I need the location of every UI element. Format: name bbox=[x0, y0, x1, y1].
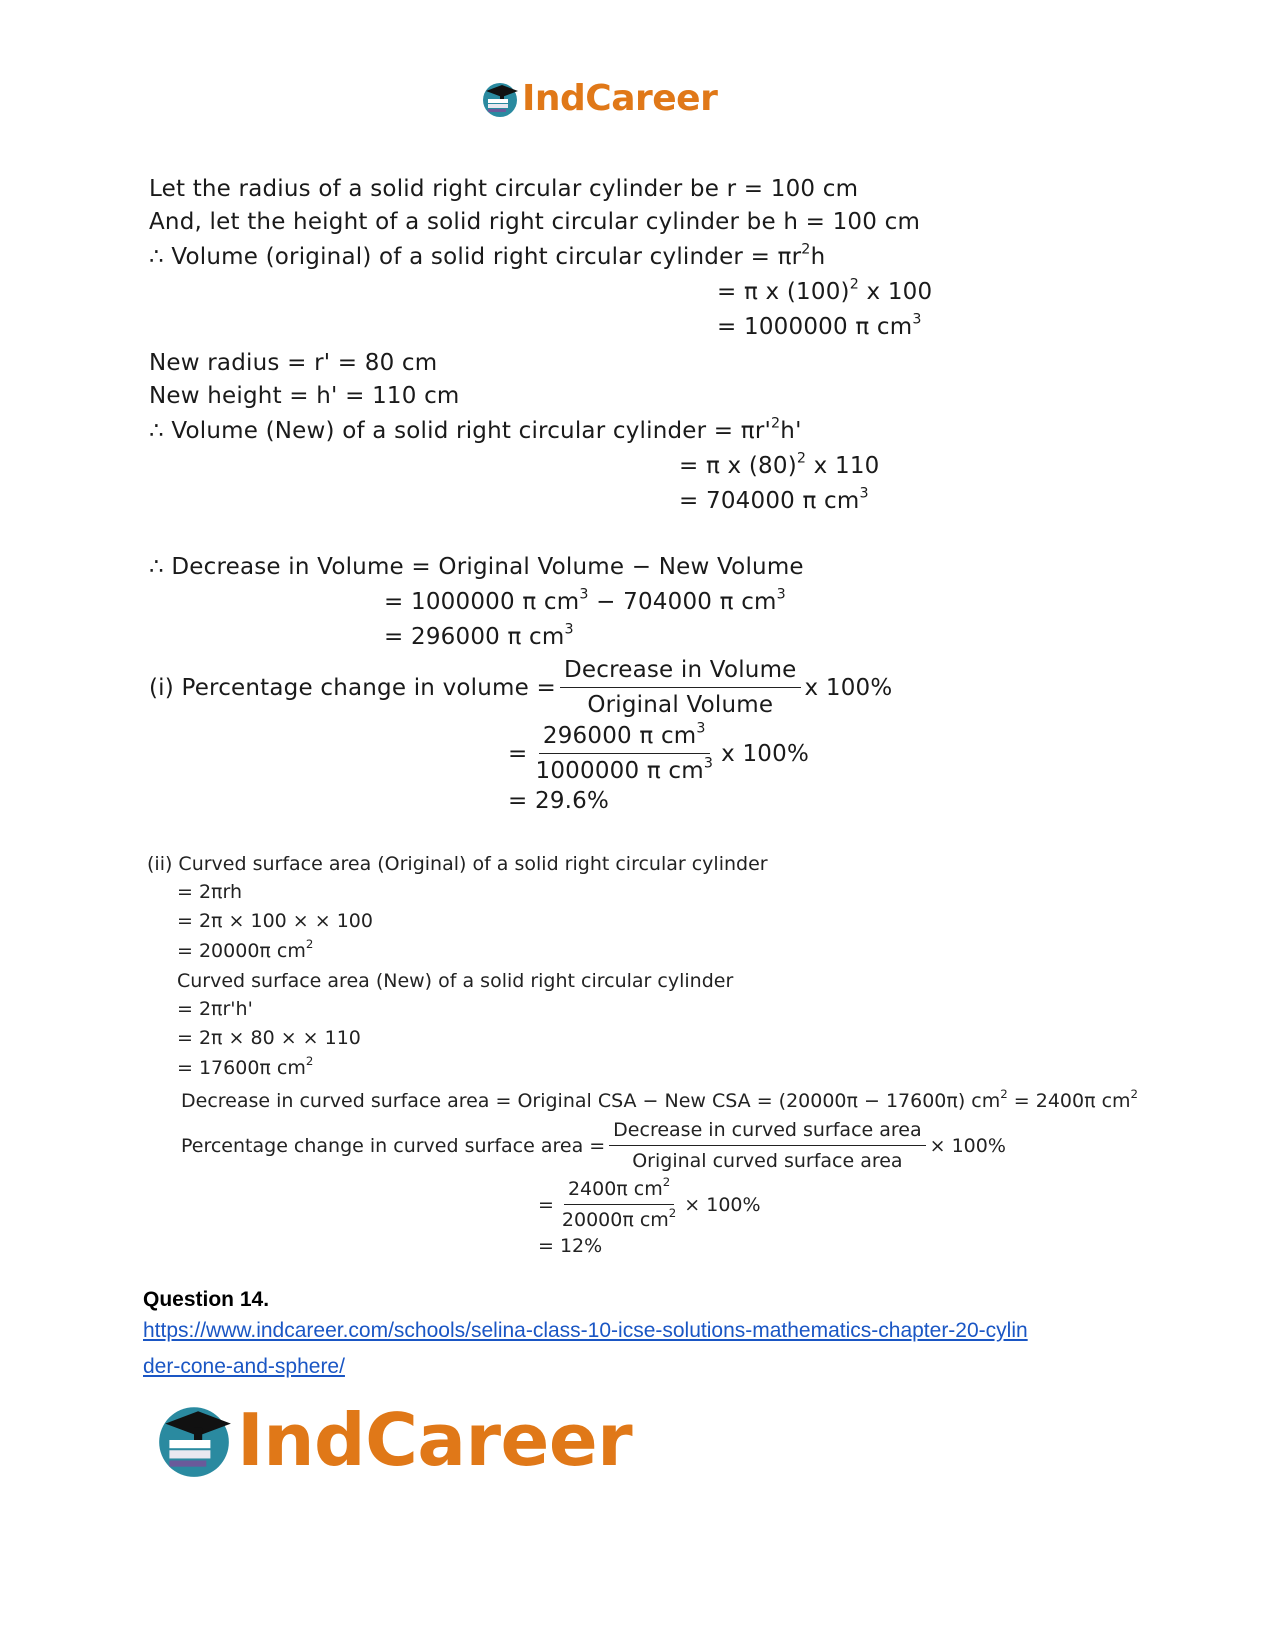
superscript: 3 bbox=[859, 485, 869, 502]
text-segment: = 1000000 π cm bbox=[717, 314, 913, 340]
superscript: 3 bbox=[912, 311, 922, 328]
text-segment: = 1000000 π cm bbox=[384, 589, 580, 615]
text-line: Curved surface area (New) of a solid right circular cylinder bbox=[177, 970, 734, 992]
text-line: Let the radius of a solid right circular cylinder be r = 100 cm bbox=[149, 176, 859, 202]
text-segment: ∴ Volume (original) of a solid right circular cylinder = πr bbox=[149, 244, 802, 270]
superscript: 2 bbox=[771, 415, 781, 432]
superscript: 2 bbox=[305, 1054, 314, 1069]
text-line bbox=[149, 416, 802, 446]
superscript: 3 bbox=[703, 755, 714, 772]
equation-line: = 2πrh bbox=[177, 881, 243, 903]
question-link[interactable] bbox=[143, 1313, 1028, 1385]
text-line bbox=[149, 242, 825, 272]
fraction-numerator bbox=[539, 721, 710, 754]
superscript: 2 bbox=[849, 276, 859, 293]
text-segment: Decrease in curved surface area = Original CSA − New CSA = (20000π − 17600π) cm bbox=[181, 1090, 1001, 1112]
fraction bbox=[531, 721, 717, 786]
text-segment: x 100 bbox=[859, 279, 933, 305]
fraction-denominator bbox=[531, 754, 717, 786]
fraction-equation bbox=[149, 655, 892, 720]
text-segment: = 296000 π cm bbox=[384, 624, 565, 650]
text-segment: x 110 bbox=[806, 453, 880, 479]
fraction-denominator bbox=[558, 1205, 680, 1233]
superscript: 3 bbox=[696, 720, 706, 737]
text-segment: = 20000π cm bbox=[177, 940, 306, 962]
text-segment: 2400π cm bbox=[567, 1178, 663, 1200]
superscript: 2 bbox=[668, 1206, 677, 1221]
fraction-numerator: Decrease in Volume bbox=[560, 655, 801, 688]
text-line: New radius = r' = 80 cm bbox=[149, 350, 438, 376]
graduation-cap-logo-icon bbox=[480, 79, 520, 119]
graduation-cap-logo-icon bbox=[153, 1399, 235, 1481]
text-segment: x 100% bbox=[721, 740, 810, 767]
text-segment: h bbox=[810, 244, 826, 270]
fraction bbox=[609, 1117, 925, 1174]
superscript: 3 bbox=[579, 586, 589, 603]
equation-line: = 2π × 100 × × 100 bbox=[177, 910, 373, 932]
text-line bbox=[181, 1088, 1138, 1114]
fraction bbox=[560, 655, 801, 720]
equation-line bbox=[679, 451, 880, 481]
text-segment: h' bbox=[780, 418, 802, 444]
footer-logo bbox=[153, 1398, 632, 1482]
footer-logo-text: IndCareer bbox=[237, 1398, 633, 1482]
equation-line bbox=[384, 622, 574, 652]
fraction-equation bbox=[538, 1176, 761, 1233]
text-segment: × 100% bbox=[929, 1134, 1006, 1157]
text-segment: × 100% bbox=[684, 1193, 761, 1216]
text-line: And, let the height of a solid right circular cylinder be h = 100 cm bbox=[149, 209, 921, 235]
equation-line bbox=[717, 312, 922, 342]
text-segment: = 2400π cm bbox=[1007, 1090, 1131, 1112]
equation-line bbox=[177, 1055, 313, 1081]
text-line: New height = h' = 110 cm bbox=[149, 383, 460, 409]
text-segment: = π x (80) bbox=[679, 453, 797, 479]
text-segment: Percentage change in curved surface area = bbox=[181, 1134, 606, 1157]
text-segment: = bbox=[538, 1193, 554, 1216]
fraction-numerator: Decrease in curved surface area bbox=[609, 1117, 925, 1146]
question-title: Question 14. bbox=[143, 1288, 270, 1311]
superscript: 3 bbox=[776, 586, 786, 603]
header-logo-text: IndCareer bbox=[522, 78, 718, 119]
text-segment: (i) Percentage change in volume = bbox=[149, 674, 556, 701]
text-segment: 1000000 π cm bbox=[535, 758, 704, 784]
equation-line bbox=[679, 486, 869, 516]
fraction-equation bbox=[181, 1117, 1006, 1174]
equation-line: = 12% bbox=[538, 1235, 603, 1257]
question-link-line-2[interactable]: der-cone-and-sphere/ bbox=[143, 1355, 345, 1378]
text-segment: − 704000 π cm bbox=[588, 589, 777, 615]
equation-line: = 29.6% bbox=[508, 788, 610, 814]
text-segment: = bbox=[508, 740, 528, 767]
text-segment: = 17600π cm bbox=[177, 1057, 306, 1079]
fraction-numerator bbox=[564, 1176, 674, 1205]
equation-line bbox=[384, 587, 786, 617]
text-segment: x 100% bbox=[804, 674, 893, 701]
superscript: 2 bbox=[801, 241, 811, 258]
superscript: 2 bbox=[1130, 1087, 1139, 1102]
superscript: 2 bbox=[1000, 1087, 1008, 1102]
text-segment: = π x (100) bbox=[717, 279, 850, 305]
text-line: ∴ Decrease in Volume = Original Volume − New Volume bbox=[149, 554, 804, 580]
text-line: (ii) Curved surface area (Original) of a solid right circular cylinder bbox=[147, 853, 768, 875]
fraction-equation bbox=[508, 721, 809, 786]
text-segment: = 704000 π cm bbox=[679, 488, 860, 514]
fraction-denominator: Original Volume bbox=[587, 692, 774, 718]
text-segment: 20000π cm bbox=[561, 1209, 669, 1231]
superscript: 3 bbox=[564, 621, 574, 638]
superscript: 2 bbox=[305, 937, 314, 952]
superscript: 2 bbox=[796, 450, 807, 467]
fraction-denominator: Original curved surface area bbox=[632, 1150, 903, 1172]
question-link-line-1[interactable]: https://www.indcareer.com/schools/selina-class-10-icse-solutions-mathematics-chapter-20-cylin bbox=[143, 1319, 1028, 1342]
header-logo bbox=[480, 78, 717, 119]
text-segment: 296000 π cm bbox=[542, 723, 697, 749]
equation-line: = 2π × 80 × × 110 bbox=[177, 1027, 361, 1049]
text-segment: ∴ Volume (New) of a solid right circular cylinder = πr' bbox=[149, 418, 772, 444]
equation-line bbox=[177, 938, 313, 964]
superscript: 2 bbox=[662, 1175, 671, 1190]
equation-line: = 2πr'h' bbox=[177, 998, 253, 1020]
fraction bbox=[558, 1176, 680, 1233]
equation-line bbox=[717, 277, 932, 307]
